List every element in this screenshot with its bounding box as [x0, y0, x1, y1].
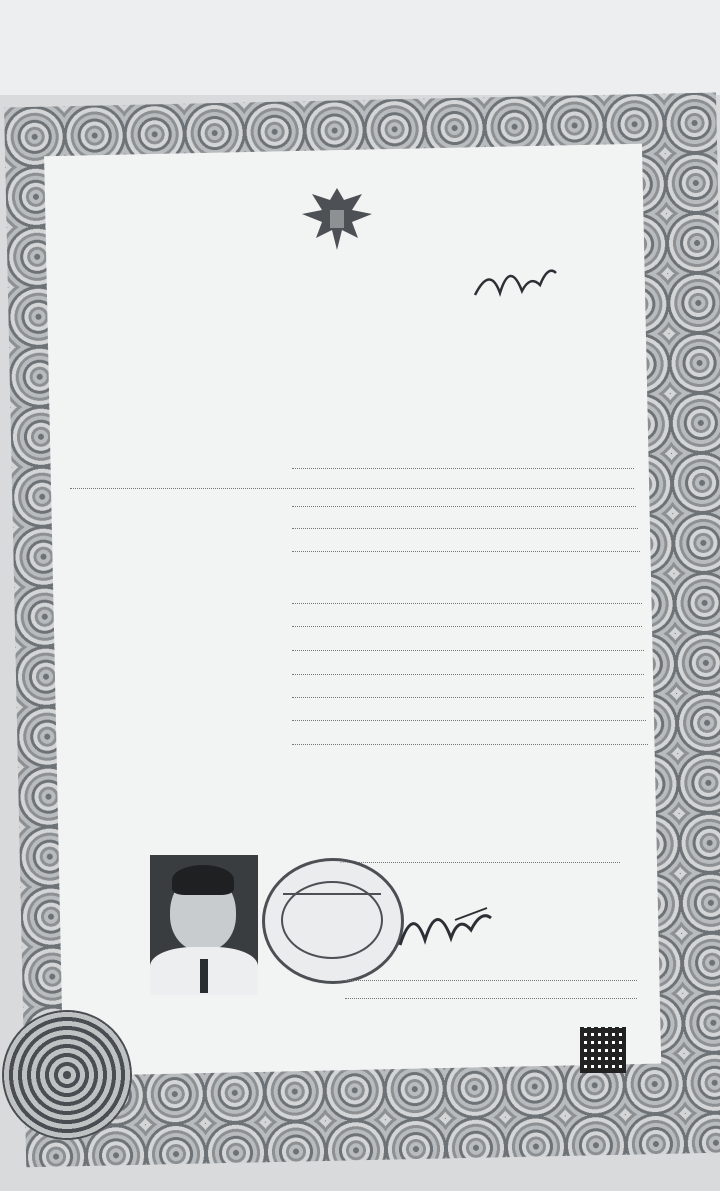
stamp-line-2 [283, 893, 381, 895]
school-stamp [262, 858, 404, 984]
student-photo [150, 855, 258, 995]
garuda-emblem-icon [292, 180, 382, 260]
legalization-signature [470, 255, 560, 305]
qr-code-icon [580, 1027, 626, 1073]
principal-signature [395, 890, 495, 960]
ministry-seal-icon [2, 1010, 132, 1140]
